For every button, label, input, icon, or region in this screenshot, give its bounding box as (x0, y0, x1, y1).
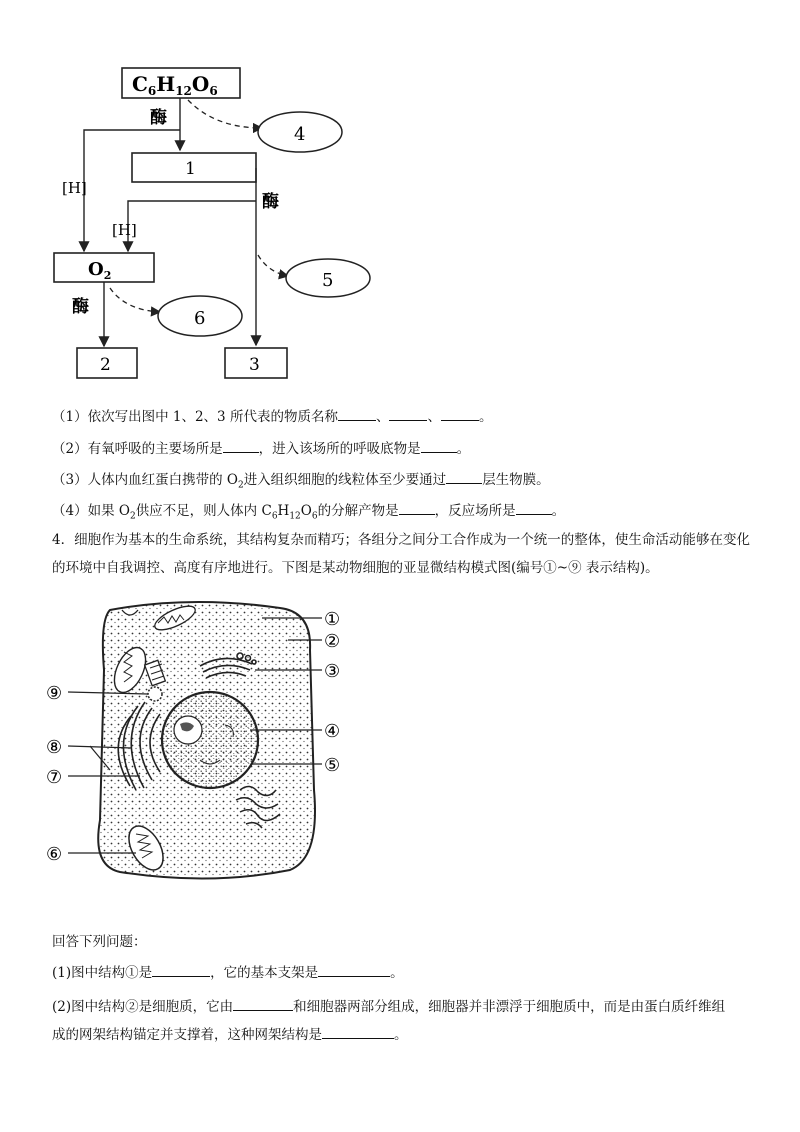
h-label-1: [H] (62, 179, 87, 197)
question-3-line: （3）人体内血红蛋白携带的 $O_2$进入组织细胞的线粒体至少要通过 层生物膜。 (52, 469, 550, 496)
cell-label-6 (46, 844, 62, 865)
sub-question-1: (1)图中结构①是 ，它的基本支架是 。 (52, 962, 404, 983)
svg-text:1: 1 (185, 159, 196, 179)
cell-label-5 (324, 755, 340, 776)
enzyme-label-3: 酶 (72, 297, 89, 317)
cell-label-9 (46, 683, 62, 704)
answer-blank[interactable] (233, 996, 293, 1011)
svg-text:⑤: ⑤ (324, 755, 341, 776)
svg-text:②: ② (324, 631, 341, 652)
cell-label-2 (324, 631, 340, 652)
svg-text:3: 3 (249, 355, 260, 375)
answer-blank[interactable] (399, 500, 435, 515)
svg-text:④: ④ (324, 721, 341, 742)
svg-text:①: ① (324, 609, 341, 630)
answer-blank[interactable] (516, 500, 552, 515)
svg-text:O2: $O_2$ (88, 259, 112, 282)
svg-text:2: 2 (100, 355, 111, 375)
svg-text:6: 6 (194, 308, 206, 329)
answer-blank[interactable] (446, 469, 482, 484)
svg-text:⑥: ⑥ (46, 844, 63, 865)
answer-heading: 回答下列问题： (52, 934, 147, 950)
answer-blank[interactable] (322, 1024, 394, 1039)
svg-text:4: 4 (294, 124, 306, 145)
svg-text:5: 5 (322, 270, 334, 291)
answer-blank[interactable] (223, 438, 259, 453)
enzyme-label-1: 酶 (150, 108, 167, 128)
enzyme-label-2: 酶 (262, 192, 279, 212)
sub-question-2: (2)图中结构②是细胞质，它由 和细胞器两部分组成，细胞器并非漂浮于细胞质中，而是由蛋白质纤维组 (52, 996, 725, 1017)
respiration-flowchart (0, 0, 420, 395)
question-4-line: （4）如果 $O_2$供应不足，则人体内 $C_6H_{12}O_6$的分解产物是 ，反应场所是 。 (52, 500, 565, 527)
question-2-line: （2）有氧呼吸的主要场所是 ，进入该场所的呼吸底物是 。 (52, 438, 470, 459)
svg-text:C6H12O6: $C_6H_{12}O_6$ (132, 72, 218, 98)
answer-blank[interactable] (421, 438, 457, 453)
question-1-line: （1）依次写出图中 1、2、3 所代表的物质名称 、 、 。 (52, 406, 492, 427)
svg-text:⑨: ⑨ (46, 683, 63, 704)
answer-blank[interactable] (389, 406, 427, 421)
cell-label-1 (324, 609, 340, 630)
answer-blank[interactable] (338, 406, 376, 421)
svg-text:③: ③ (324, 661, 341, 682)
answer-blank[interactable] (318, 962, 390, 977)
cell-label-7 (46, 767, 62, 788)
answer-blank[interactable] (441, 406, 479, 421)
nucleus (162, 692, 258, 788)
cell-label-3 (324, 661, 340, 682)
cell-label-4 (324, 721, 340, 742)
svg-text:⑦: ⑦ (46, 767, 63, 788)
svg-text:⑧: ⑧ (46, 737, 63, 758)
sub-question-2-cont: 成的网架结构锚定并支撑着，这种网架结构是 。 (52, 1024, 408, 1045)
animal-cell-diagram (40, 590, 380, 900)
answer-blank[interactable] (152, 962, 210, 977)
h-label-2: [H] (112, 221, 137, 239)
cell-label-8 (46, 737, 62, 758)
glucose-c: C (132, 72, 148, 96)
question-4-intro: 4．细胞作为基本的生命系统，其结构复杂而精巧；各组分之间分工合作成为一个统一的整体，使生命活动能够在变化的环境中自我调控、高度有序地进行。下图是某动物细胞的亚显微结构模式图(编号①~⑨ 表示结构)。 (52, 532, 750, 576)
